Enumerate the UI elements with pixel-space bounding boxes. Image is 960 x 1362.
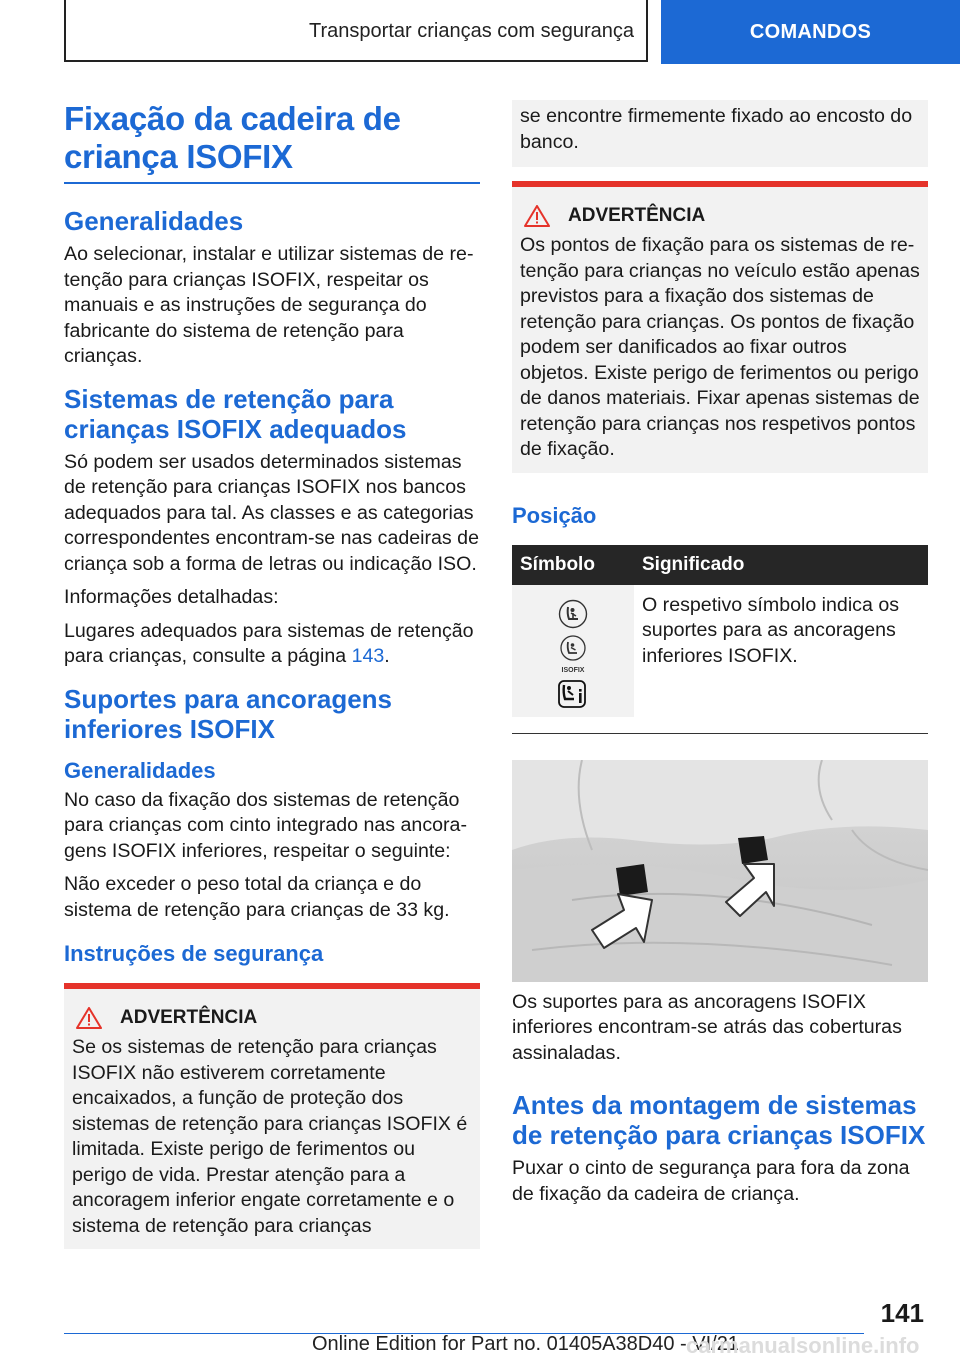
page-link-143[interactable]: 143 — [351, 645, 385, 667]
lugares-text: Lugares adequados para sistemas de retenção para crianças, consulte a página — [64, 619, 474, 667]
table-header-row — [512, 545, 928, 585]
symbol-cell — [512, 585, 634, 717]
warning-continuation — [512, 100, 928, 167]
page-title: Fixação da cadeira de criança ISOFIX — [64, 100, 480, 184]
rear-seat-isofix-photo — [512, 760, 928, 982]
table-header-symbol: Símbolo — [512, 545, 634, 585]
heading-posicao: Posição — [512, 502, 597, 528]
paragraph-lugares — [64, 619, 480, 670]
warning-header-2 — [520, 205, 920, 227]
warning-title-2: ADVERTÊNCIA — [568, 205, 706, 226]
isofix-child-seat-icon — [558, 599, 588, 629]
isofix-badge-icon — [558, 635, 588, 675]
paragraph-generalidades: Ao selecionar, instalar e utilizar sistemas de retenção para crianças ISOFIX, respeitar os manuais e as instruções de segurança do fabricante do sistema de retenção para crianças. — [64, 243, 474, 367]
chapter-tab[interactable]: COMANDOS — [661, 0, 960, 64]
warning-box-2 — [512, 181, 928, 473]
warning-title: ADVERTÊNCIA — [120, 1007, 258, 1028]
edition-note: Online Edition for Part no. 01405A38D40 - VI/21 — [312, 1333, 739, 1355]
symbol-table — [512, 545, 928, 717]
paragraph-no-caso: No caso da fixação dos sistemas de retenção para crianças com cinto integrado nas ancoragens ISOFIX inferiores, respeitar o seguinte: — [64, 788, 467, 862]
divider — [512, 733, 928, 734]
paragraph-sistemas-adequados: Só podem ser usados determinados sistemas de retenção para crianças ISOFIX nos bancos adequados para tal. As classes e as categorias correspondentes encontram-se nas cadeiras de criança sob a forma de letras ou indicação ISO. — [64, 450, 479, 575]
subheading-instrucoes: Instruções de segurança — [64, 941, 324, 966]
right-column — [512, 100, 928, 1215]
heading-sistemas-adequados: Sistemas de retenção para crianças ISOFIX adequados — [64, 383, 407, 444]
paragraph-info: Informações detalhadas: — [64, 586, 279, 608]
heading-suportes: Suportes para ancoragens inferiores ISOFIX — [64, 683, 392, 744]
warning-triangle-icon — [524, 205, 550, 227]
section-title: Transportar crianças com segurança — [309, 19, 634, 42]
isofix-label: ISOFIX — [561, 666, 585, 674]
photo-caption: Os suportes para as ancoragens ISOFIX inferiores encontram-se atrás das coberturas assinaladas. — [512, 990, 902, 1064]
meaning-cell: O respetivo símbolo indica os suportes para as ancoragens inferiores ISOFIX. — [642, 593, 900, 667]
page-number: 141 — [880, 1298, 924, 1328]
continued-text: se encontre firmemente fixado ao encosto do banco. — [520, 105, 913, 153]
warning-text-2: Os pontos de fixação para os sistemas de retenção para crianças no veículo estão apenas previstos para a fixação dos sistemas de retenção para crianças. Os pontos de fixação podem ser danificados ao fixar outros objetos. Existe perigo de ferimentos ou perigo de danos materiais. Fixar apenas sistemas de retenção para crianças nos respetivos pontos de fixação. — [520, 234, 920, 460]
heading-antes-montagem: Antes da montagem de sistemas de retenção para crianças ISOFIX — [512, 1090, 926, 1150]
warning-box — [64, 983, 480, 1249]
table-header-meaning: Significado — [634, 545, 928, 585]
isofix-info-icon — [557, 679, 589, 709]
table-row — [512, 585, 928, 717]
warning-text: Se os sistemas de retenção para crianças ISOFIX não estiverem corretamente encaixados, a função de proteção dos sistemas de retenção para crianças ISOFIX é limitada. Existe perigo de ferimentos ou perigo de vida. Prestar atenção para a ancoragem inferior engate corretamente e o sistema de retenção para crianças — [72, 1036, 468, 1237]
subheading-generalidades: Generalidades — [64, 757, 216, 783]
watermark: carmanualsonline.info — [686, 1333, 920, 1358]
left-column — [64, 100, 480, 1249]
paragraph-puxar: Puxar o cinto de segurança para fora da zona de fixação da cadeira de criança. — [512, 1157, 910, 1205]
warning-header — [72, 1007, 472, 1029]
warning-triangle-icon — [76, 1007, 102, 1029]
lugares-end: . — [384, 645, 390, 667]
heading-generalidades: Generalidades — [64, 206, 244, 236]
paragraph-nao-exceder: Não exceder o peso total da criança e do sistema de retenção para crianças de 33 kg. — [64, 873, 450, 921]
